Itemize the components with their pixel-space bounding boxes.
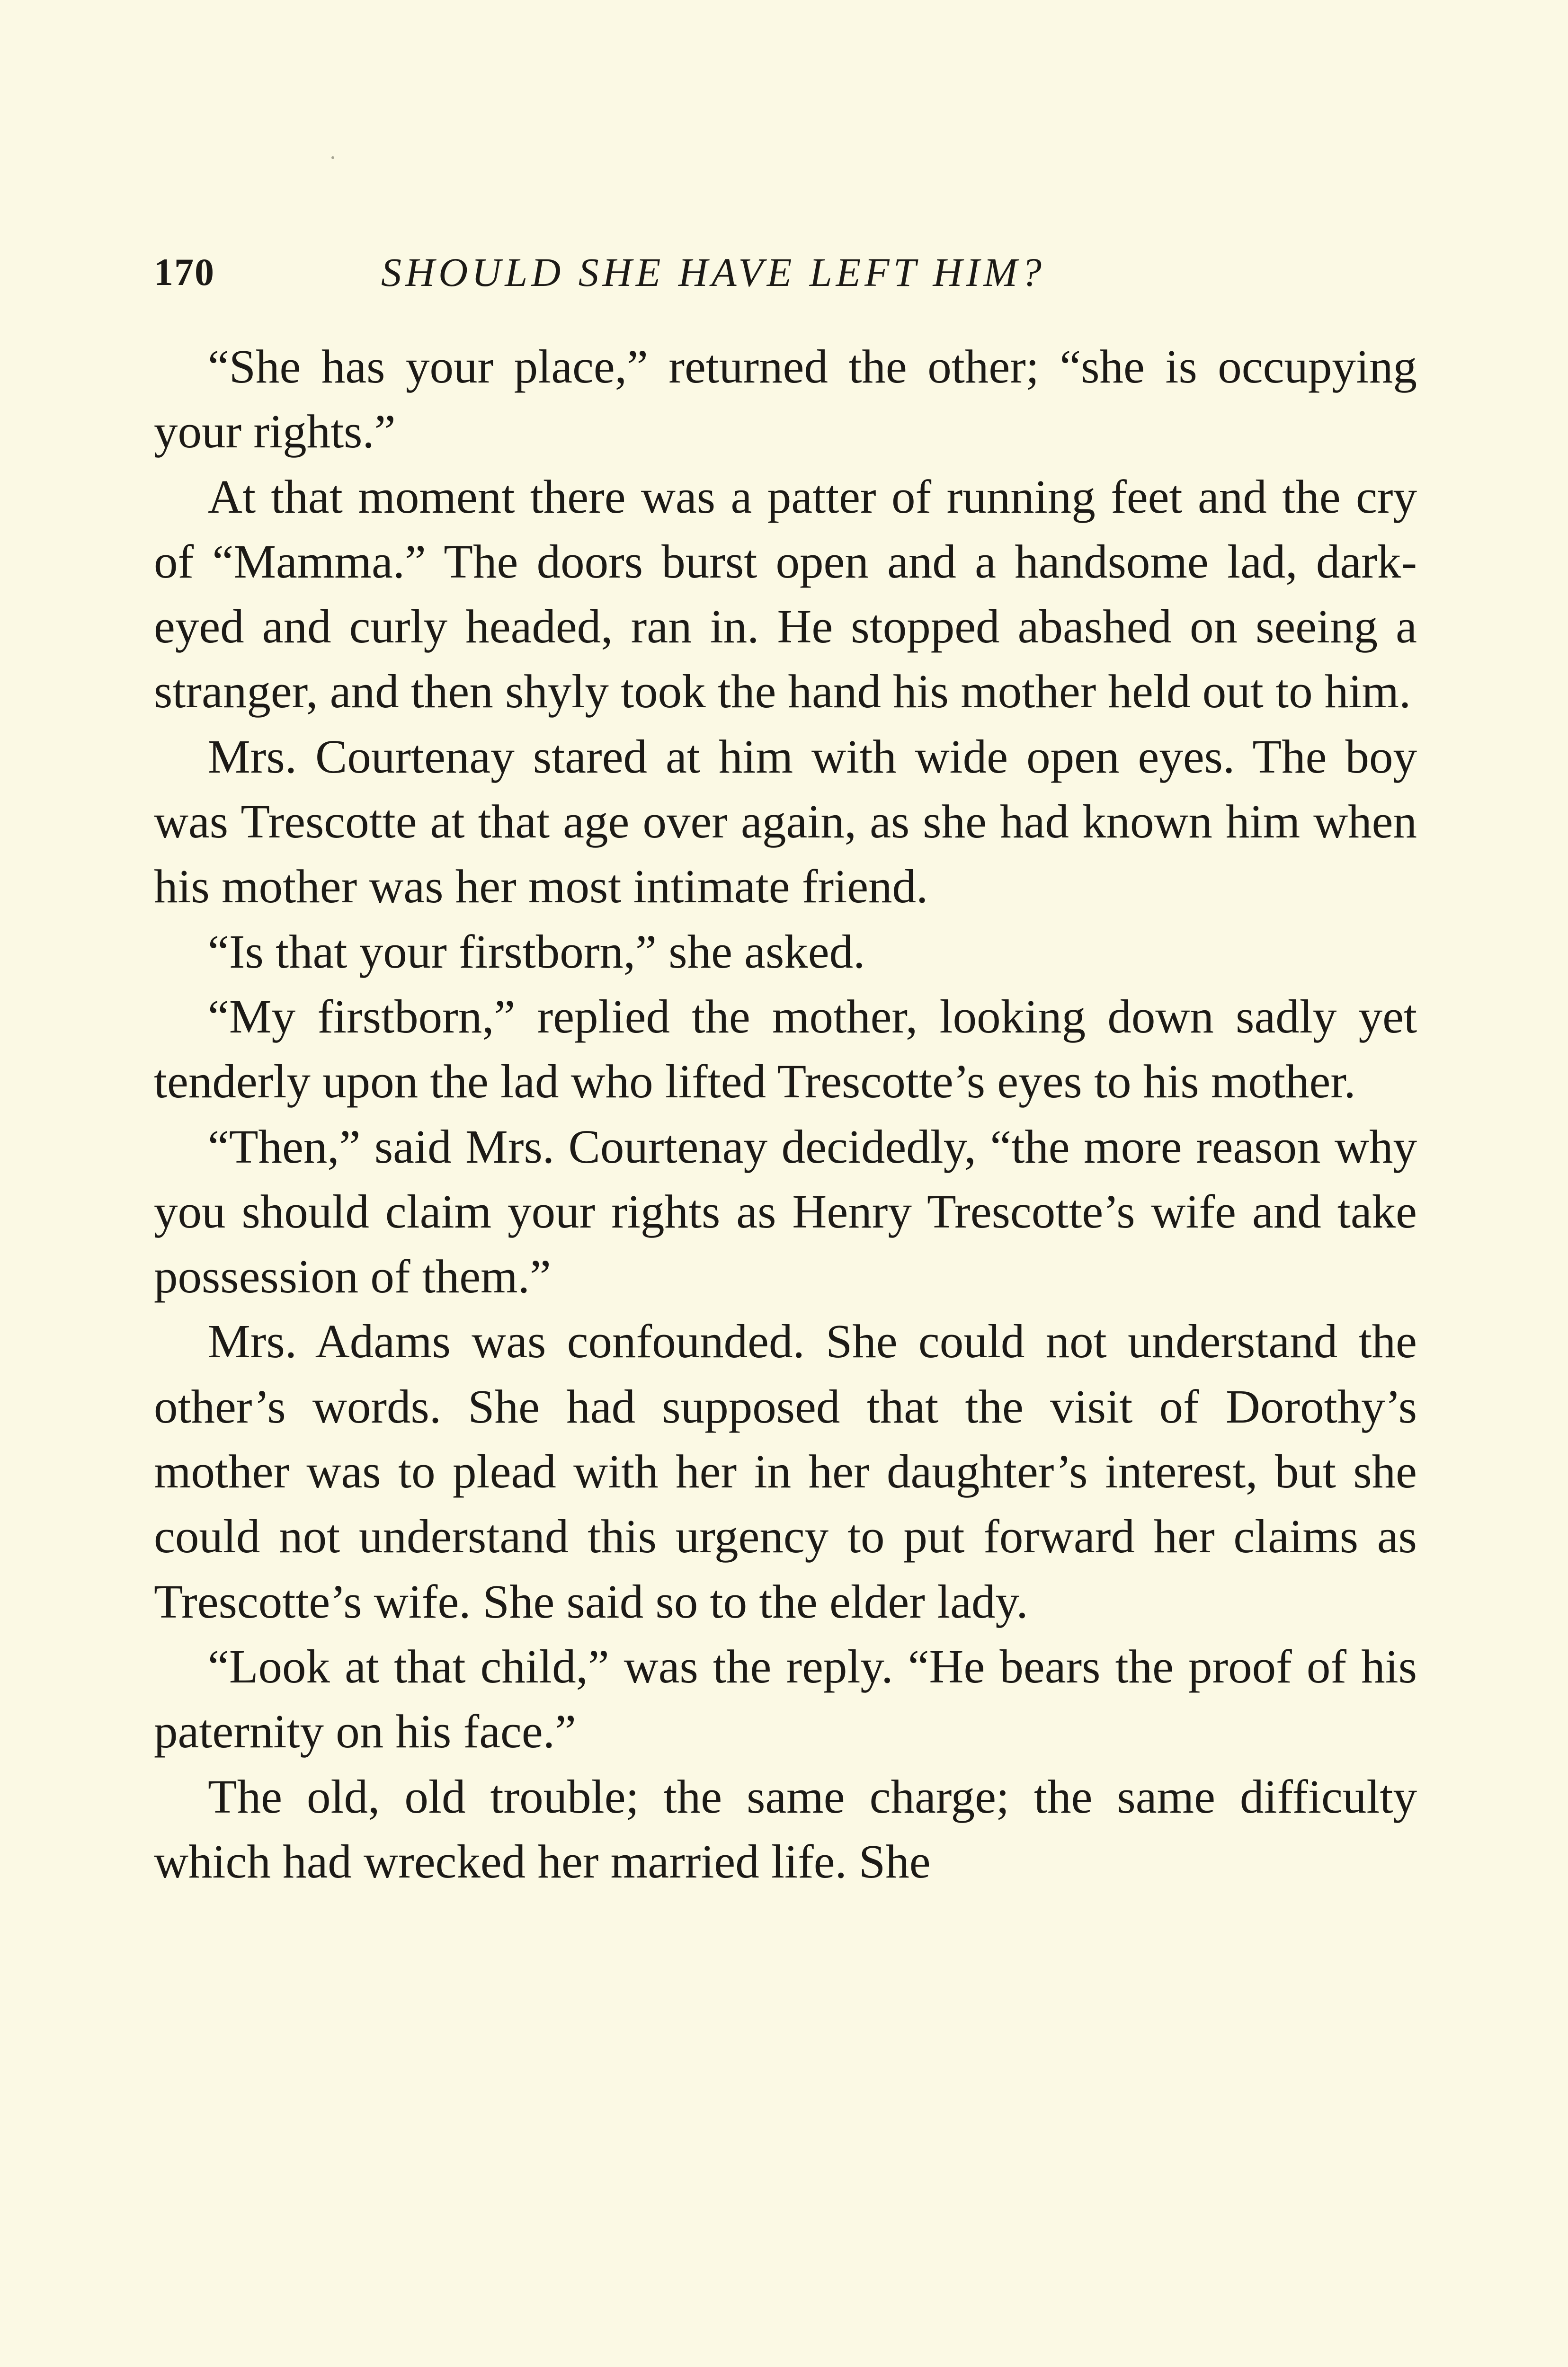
paragraph: At that moment there was a patter of running feet and the cry of “Mamma.” The doors burst open and a handsome lad, dark-eyed and curly headed, ran in. He stopped abashed on seeing a stranger, and then shyly took the hand his mother held out to him. <box>154 470 1417 718</box>
paragraph: “She has your place,” returned the other; “she is occupying your rights.” <box>154 340 1417 458</box>
body-text <box>154 334 1417 1894</box>
paragraph: Mrs. Courtenay stared at him with wide open eyes. The boy was Trescotte at that age over again, as she had known him when his mother was her most intimate friend. <box>154 730 1417 913</box>
paragraph: The old, old trouble; the same charge; the same difficulty which had wrecked her married life. She <box>154 1770 1417 1888</box>
paragraph: “Then,” said Mrs. Courtenay decidedly, “the more reason why you should claim your rights as Henry Trescotte’s wife and take possession of them.” <box>154 1120 1417 1303</box>
page-number: 170 <box>154 250 215 294</box>
paragraph: “My firstborn,” replied the mother, looking down sadly yet tenderly upon the lad who lifted Trescotte’s eyes to his mother. <box>154 989 1417 1108</box>
paper-speck <box>331 156 334 159</box>
paragraph: “Is that your firstborn,” she asked. <box>208 925 865 978</box>
running-title: SHOULD SHE HAVE LEFT HIM? <box>381 249 1045 295</box>
paragraph: Mrs. Adams was confounded. She could not understand the other’s words. She had supposed that the visit of Dorothy’s mother was to plead with her in her daughter’s interest, but she could not understand this urgency to put forward her claims as Trescotte’s wife. She said so to the elder lady. <box>154 1315 1417 1628</box>
running-header <box>154 237 1418 308</box>
paragraph: “Look at that child,” was the reply. “He bears the proof of his paternity on his face.” <box>154 1639 1417 1758</box>
